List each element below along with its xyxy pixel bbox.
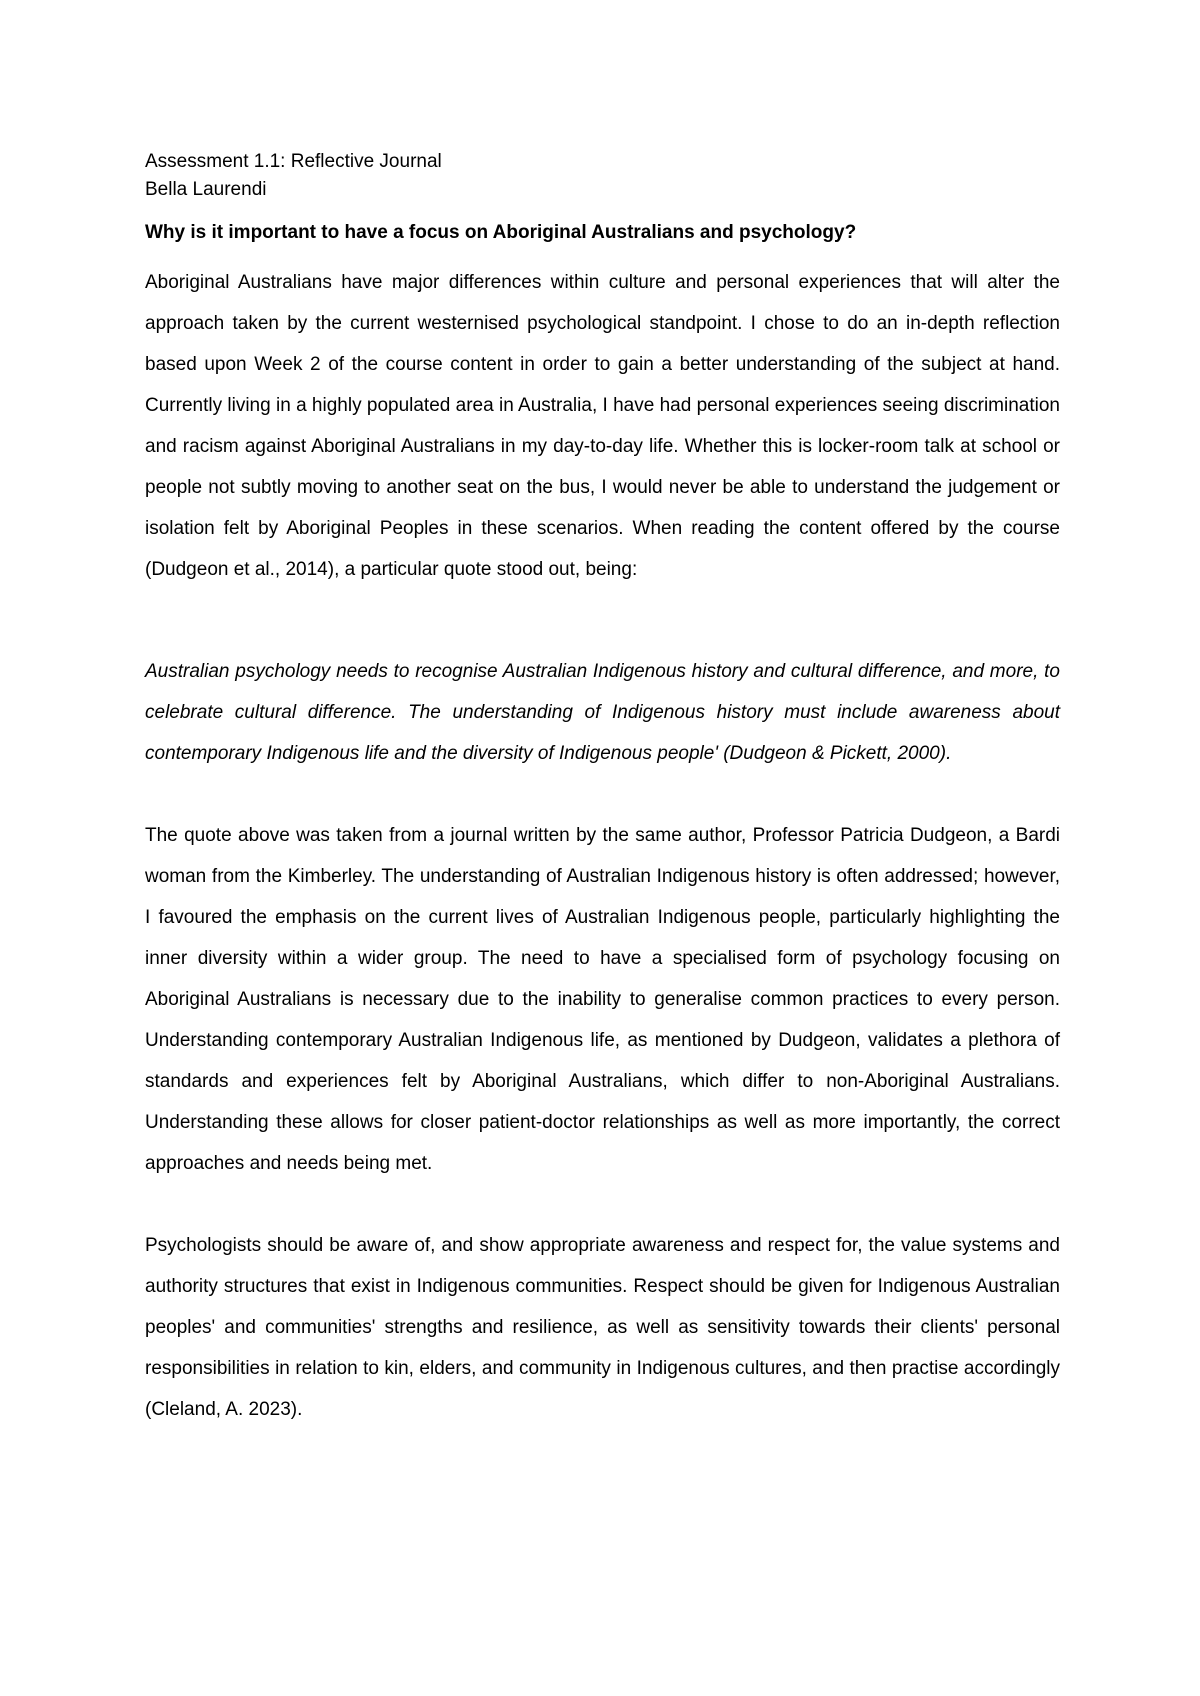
assessment-title: Assessment 1.1: Reflective Journal [145,151,442,172]
paragraph-intro: Aboriginal Australians have major differences within culture and personal experiences that will alter the approach taken by the current westernised psychological standpoint. I chose to do an in-depth reflection based upon Week 2 of the course content in order to gain a better understanding of the subject at hand. Currently living in a highly populated area in Australia, I have had personal experiences seeing discrimination and racism against Aboriginal Australians in my day-to-day life. Whether this is locker-room talk at school or people not subtly moving to another seat on the bus, I would never be able to understand the judgement or isolation felt by Aboriginal Peoples in these scenarios. When reading the content offered by the course (Dudgeon et al., 2014), a particular quote stood out, being: [145,272,1060,580]
paragraph-discussion: The quote above was taken from a journal written by the same author, Professor Patricia Dudgeon, a Bardi woman from the Kimberley. The understanding of Australian Indigenous history is often addressed; however, I favoured the emphasis on the current lives of Australian Indigenous people, particularly highlighting the inner diversity within a wider group. The need to have a specialised form of psychology focusing on Aboriginal Australians is necessary due to the inability to generalise common practices to every person. Understanding contemporary Australian Indigenous life, as mentioned by Dudgeon, validates a plethora of standards and experiences felt by Aboriginal Australians, which differ to non-Aboriginal Australians. Understanding these allows for closer patient-doctor relationships as well as more importantly, the correct approaches and needs being met. [145,825,1060,1174]
document-body [145,148,1060,1430]
paragraph-conclusion: Psychologists should be aware of, and show appropriate awareness and respect for, the value systems and authority structures that exist in Indigenous communities. Respect should be given for Indigenous Australian peoples' and communities' strengths and resilience, as well as sensitivity towards their clients' personal responsibilities in relation to kin, elders, and community in Indigenous cultures, and then practise accordingly (Cleland, A. 2023). [145,1235,1060,1420]
block-quote: Australian psychology needs to recognise Australian Indigenous history and cultural difference, and more, to celebrate cultural difference. The understanding of Indigenous history must include awareness about contemporary Indigenous life and the diversity of Indigenous people' (Dudgeon & Pickett, 2000). [145,661,1060,764]
section-heading: Why is it important to have a focus on Aboriginal Australians and psychology? [145,222,857,243]
author-name: Bella Laurendi [145,179,267,200]
